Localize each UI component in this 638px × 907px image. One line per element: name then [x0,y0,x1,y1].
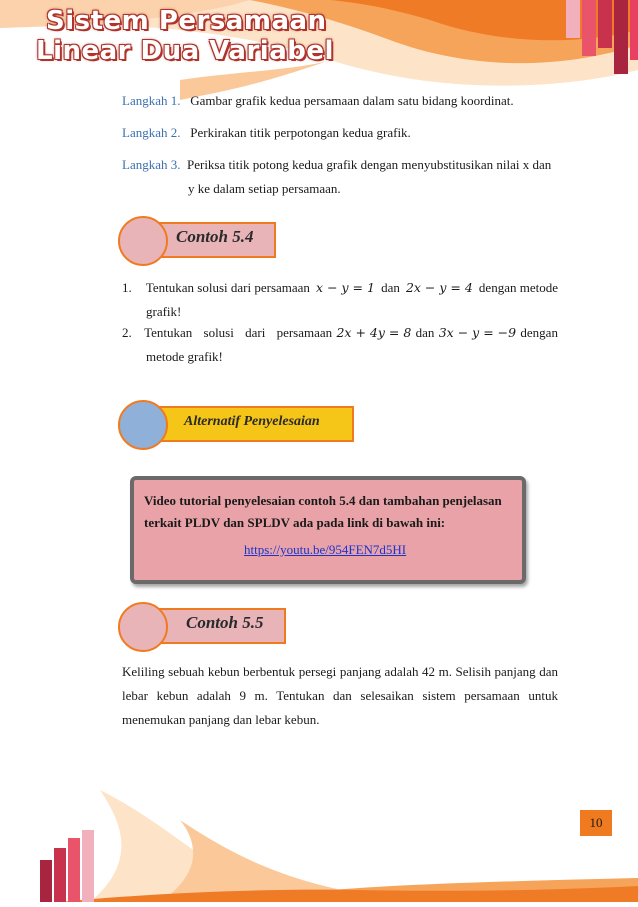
video-info-box [130,476,526,584]
contoh-5-4-title: Contoh 5.4 [176,227,254,246]
step-2: Langkah 2. Perkirakan titik perpotongan kedua grafik. [122,125,411,140]
step-3-text: Periksa titik potong kedua grafik dengan menyubstitusikan nilai x dan [186,157,552,172]
step-2-text: Perkirakan titik perpotongan kedua grafik. [190,125,411,140]
page-title-line2: Linear Dua Variabel [36,36,334,66]
contoh-5-4-badge [118,216,278,264]
contoh-5-5-problem: Keliling sebuah kebun berbentuk persegi panjang adalah 42 m. Selisih panjang dan lebar kebun adalah 9 m. Tentukan dan selesaikan sistem persamaan untuk menemukan panjang dan lebar kebun. [122,664,558,727]
contoh-5-5-badge [118,602,288,650]
contoh-5-5-title: Contoh 5.5 [186,613,264,632]
video-link[interactable]: https://youtu.be/954FEN7d5HI [244,542,407,557]
video-box-line1: Video tutorial penyelesaian contoh 5.4 dan tambahan penjelasan [144,493,502,508]
alternatif-badge [118,400,354,448]
page-title-line1: Sistem Persamaan [46,6,327,36]
footer-decoration [0,790,638,902]
video-box-line2: terkait PLDV dan SPLDV ada pada link di bawah ini: [144,515,446,530]
alternatif-title: Alternatif Penyelesaian [184,414,320,429]
step-2-label: Langkah 2 [122,125,178,140]
step-1-label: Langkah 1 [122,93,178,108]
contoh-5-4-item-1: 1. Tentukan solusi dari persamaan x − y = 1 dan 2x − y = 4 dengan metode grafik! [122,280,558,319]
step-3-continued: y ke dalam setiap persamaan. [188,181,341,196]
contoh-5-4-item-2: 2. Tentukan solusi dari persamaan 2x + 4y = 8 dan 3x − y = −9 dengan metode grafik! [122,325,558,364]
page-number: 10 [580,810,612,836]
step-1-text: Gambar grafik kedua persamaan dalam satu bidang koordinat. [190,93,514,108]
step-3: Langkah 3. Periksa titik potong kedua grafik dengan menyubstitusikan nilai x dan [122,157,552,172]
step-3-label: Langkah 3 [122,157,178,172]
step-1: Langkah 1. Gambar grafik kedua persamaan dalam satu bidang koordinat. [122,93,514,108]
